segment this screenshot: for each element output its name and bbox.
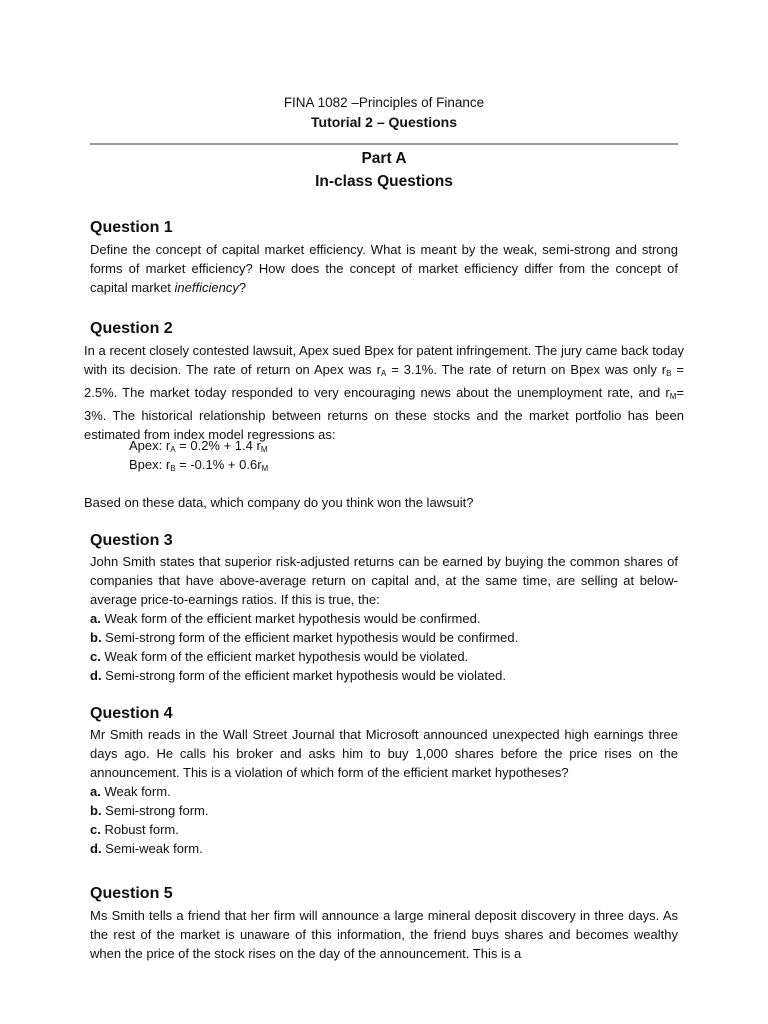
bpex-equation-lhs: Bpex: r	[129, 457, 171, 472]
question-2-part-1: In a recent closely contested lawsuit, Apex sued Bpex for patent infringement. The jury came back today with its decision. The rate of return on Apex was r	[84, 343, 684, 377]
question-3-option-c	[90, 647, 468, 666]
subscript-a: A	[380, 369, 387, 378]
question-2-part-3: = 2.5%. The market today responded to very encouraging news about the unemployment rate, and r	[84, 362, 684, 400]
question-1-end: ?	[238, 280, 247, 295]
question-2-prompt: Based on these data, which company do you think won the lawsuit?	[84, 495, 474, 510]
question-1-heading: Question 1	[90, 219, 173, 236]
subscript-m: M	[669, 392, 677, 401]
option-letter: d.	[90, 841, 102, 856]
subscript-a: A	[170, 445, 176, 454]
question-4-heading: Question 4	[90, 705, 173, 722]
option-text: Semi-weak form.	[101, 841, 203, 856]
section-heading: In-class Questions	[315, 173, 453, 190]
subscript-b: B	[170, 464, 176, 473]
question-4-option-c	[90, 820, 179, 839]
question-3-text: John Smith states that superior risk-adjusted returns can be earned by buying the common shares of companies that have above-average return on capital and, at the same time, are selling at below-average price-to-earnings ratios. If this is true, the:	[90, 554, 678, 607]
question-5-heading: Question 5	[90, 885, 173, 902]
option-letter: d.	[90, 668, 102, 683]
question-1-emphasis: inefficiency	[174, 280, 239, 295]
question-4-text: Mr Smith reads in the Wall Street Journal that Microsoft announced unexpected high earnings three days ago. He calls his broker and asks him to buy 1,000 shares before the price rises on the announcement. This is a violation of which form of the efficient market hypotheses?	[90, 727, 678, 780]
bpex-equation-rhs: = -0.1% + 0.6r	[175, 457, 262, 472]
question-4-option-d	[90, 839, 203, 858]
part-heading: Part A	[361, 150, 407, 167]
apex-equation-rhs: = 0.2% + 1.4 r	[175, 438, 261, 453]
question-2-part-4: = 3%. The historical relationship between returns on these stocks and the market portfolio has been estimated from index model regressions as:	[84, 385, 684, 442]
option-letter: b.	[90, 630, 102, 645]
tutorial-title: Tutorial 2 – Questions	[311, 114, 457, 130]
option-text: Weak form of the efficient market hypothesis would be confirmed.	[100, 611, 481, 626]
course-title: FINA 1082 –Principles of Finance	[283, 95, 485, 110]
option-letter: a.	[90, 611, 101, 626]
subscript-m: M	[261, 464, 269, 473]
option-text: Semi-strong form of the efficient market hypothesis would be confirmed.	[101, 630, 519, 645]
header-divider	[90, 143, 678, 145]
option-text: Weak form of the efficient market hypothesis would be violated.	[100, 649, 469, 664]
question-3-heading: Question 3	[90, 532, 173, 549]
question-2-text	[84, 341, 684, 444]
question-2-heading: Question 2	[90, 320, 173, 337]
subscript-m: M	[260, 445, 268, 454]
question-3-option-d	[90, 666, 506, 685]
subscript-b: B	[666, 369, 672, 378]
option-text: Robust form.	[100, 822, 179, 837]
question-3-option-a	[90, 609, 480, 628]
question-2-part-2: = 3.1%. The rate of return on Bpex was only r	[386, 362, 667, 377]
question-4-option-a	[90, 782, 171, 801]
option-letter: b.	[90, 803, 102, 818]
option-letter: c.	[90, 649, 101, 664]
question-1-text	[90, 240, 678, 297]
option-letter: c.	[90, 822, 101, 837]
question-1-body: Define the concept of capital market efficiency. What is meant by the weak, semi-strong and strong forms of market efficiency? How does the concept of market efficiency differ from the concept of capital market	[90, 242, 678, 295]
apex-equation-lhs: Apex: r	[129, 438, 171, 453]
question-5-text: Ms Smith tells a friend that her firm will announce a large mineral deposit discovery in three days. As the rest of the market is unaware of this information, the friend buys shares and becomes wealthy when the price of the stock rises on the day of the announcement. This is a	[90, 908, 678, 961]
option-text: Semi-strong form of the efficient market hypothesis would be violated.	[101, 668, 506, 683]
option-text: Weak form.	[100, 784, 171, 799]
question-4-option-b	[90, 801, 208, 820]
option-letter: a.	[90, 784, 101, 799]
option-text: Semi-strong form.	[101, 803, 209, 818]
bpex-equation	[129, 455, 268, 478]
question-3-option-b	[90, 628, 518, 647]
